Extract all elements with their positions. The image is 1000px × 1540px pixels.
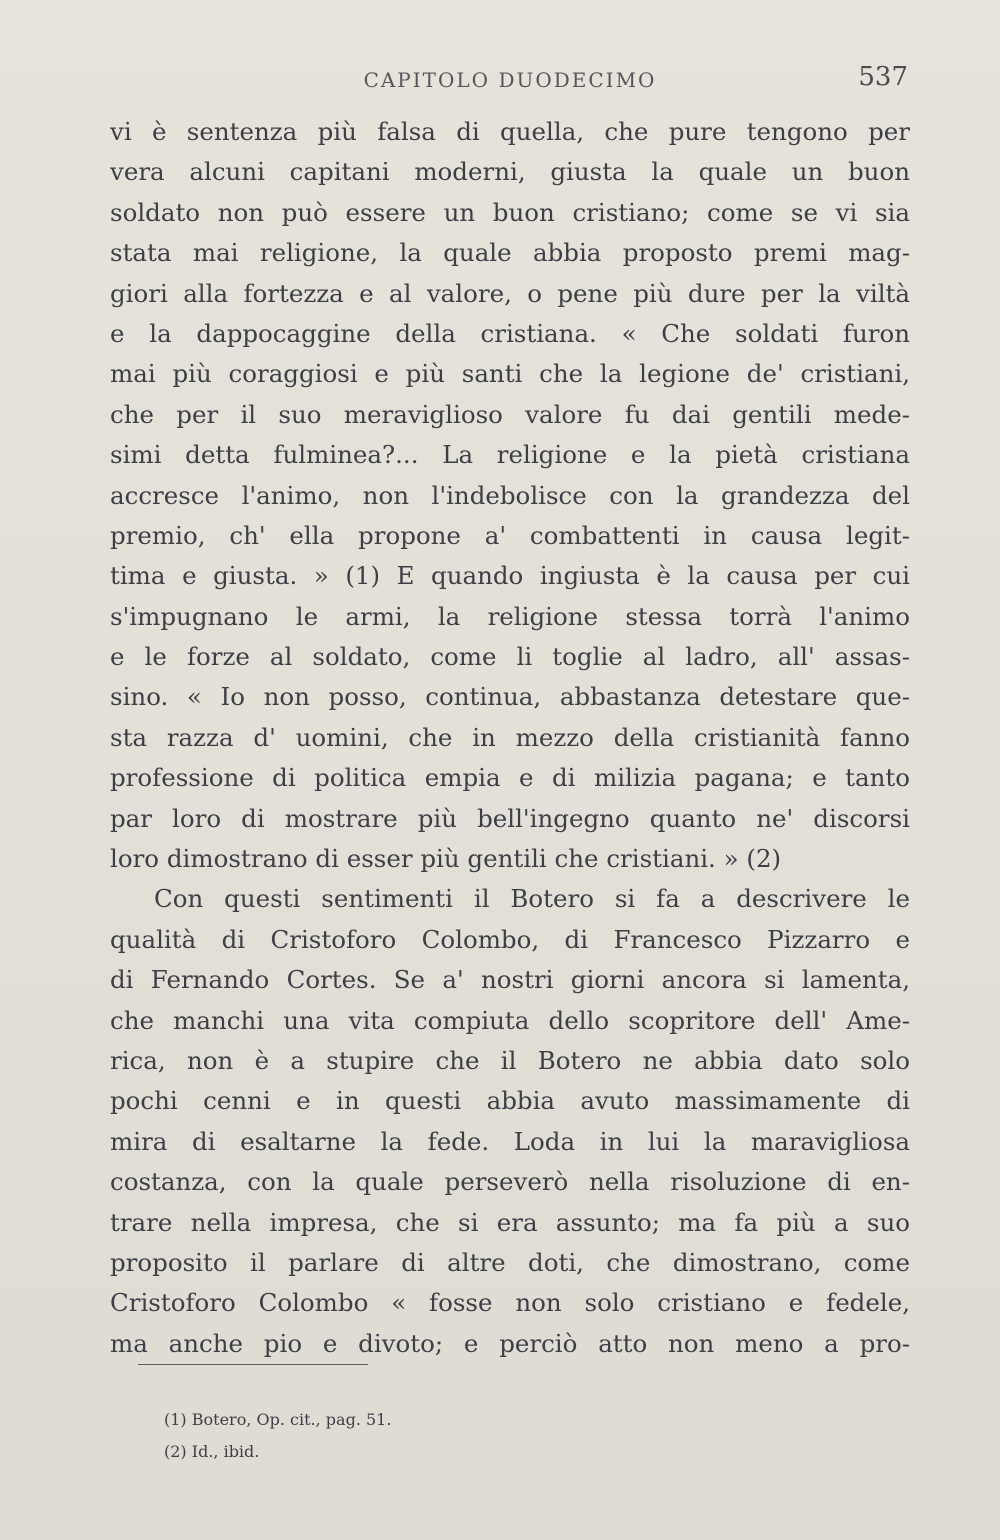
text-line: e la dappocaggine della cristiana. « Che soldati furon [110,318,910,348]
text-line: soldato non può essere un buon cristiano; come se vi sia [110,197,910,227]
text-line: che manchi una vita compiuta dello scopritore dell' Ame- [110,1005,910,1035]
text-line: stata mai religione, la quale abbia proposto premi mag- [110,238,910,268]
text-line: vera alcuni capitani moderni, giusta la quale un buon [110,157,910,187]
text-line: costanza, con la quale perseverò nella risoluzione di en- [110,1167,910,1197]
footnote-divider [138,1364,368,1365]
text-line: ma anche pio e divoto; e perciò atto non meno a pro- [110,1328,910,1358]
text-line: loro dimostrano di esser più gentili che cristiani. » (2) [110,844,782,874]
footnote: (2) Id., ibid. [164,1442,260,1461]
text-line: trare nella impresa, che si era assunto; ma fa più a suo [110,1207,910,1237]
text-line: pochi cenni e in questi abbia avuto massimamente di [110,1086,910,1116]
text-line: tima e giusta. » (1) E quando ingiusta è la causa per cui [110,561,910,591]
text-line: mira di esaltarne la fede. Loda in lui la maravigliosa [110,1126,910,1156]
text-line: che per il suo meraviglioso valore fu dai gentili mede- [110,399,910,429]
text-line: sino. « Io non posso, continua, abbastanza detestare que- [110,682,910,712]
text-line: vi è sentenza più falsa di quella, che pure tengono per [110,117,910,146]
text-line: sta razza d' uomini, che in mezzo della cristianità fanno [110,722,910,752]
text-line: simi detta fulminea?... La religione e la pietà cristiana [110,440,910,470]
text-line: di Fernando Cortes. Se a' nostri giorni ancora si lamenta, [110,965,910,995]
text-line: Cristoforo Colombo « fosse non solo cristiano e fedele, [110,1288,910,1318]
text-line: par loro di mostrare più bell'ingegno quanto ne' discorsi [110,803,910,833]
page-number: 537 [858,62,908,92]
text-line: Con questi sentimenti il Botero si fa a descrivere le [154,884,910,914]
running-head [110,62,910,102]
footnote: (1) Botero, Op. cit., pag. 51. [164,1410,392,1429]
text-line: accresce l'animo, non l'indebolisce con la grandezza del [110,480,910,510]
running-title: CAPITOLO DUODECIMO [363,68,657,92]
body-text [110,112,910,1364]
text-line: proposito il parlare di altre doti, che dimostrano, come [110,1247,910,1277]
text-line: s'impugnano le armi, la religione stessa torrà l'animo [110,601,910,631]
footnotes [164,1404,864,1468]
text-line: rica, non è a stupire che il Botero ne abbia dato solo [110,1045,910,1075]
text-line: mai più coraggiosi e più santi che la legione de' cristiani, [110,359,910,389]
text-line: qualità di Cristoforo Colombo, di Francesco Pizzarro e [110,924,910,954]
text-line: premio, ch' ella propone a' combattenti in causa legit- [110,520,910,550]
text-line: e le forze al soldato, come li toglie al ladro, all' assas- [110,642,910,672]
text-line: professione di politica empia e di milizia pagana; e tanto [110,763,910,793]
text-line: giori alla fortezza e al valore, o pene più dure per la viltà [110,278,910,308]
